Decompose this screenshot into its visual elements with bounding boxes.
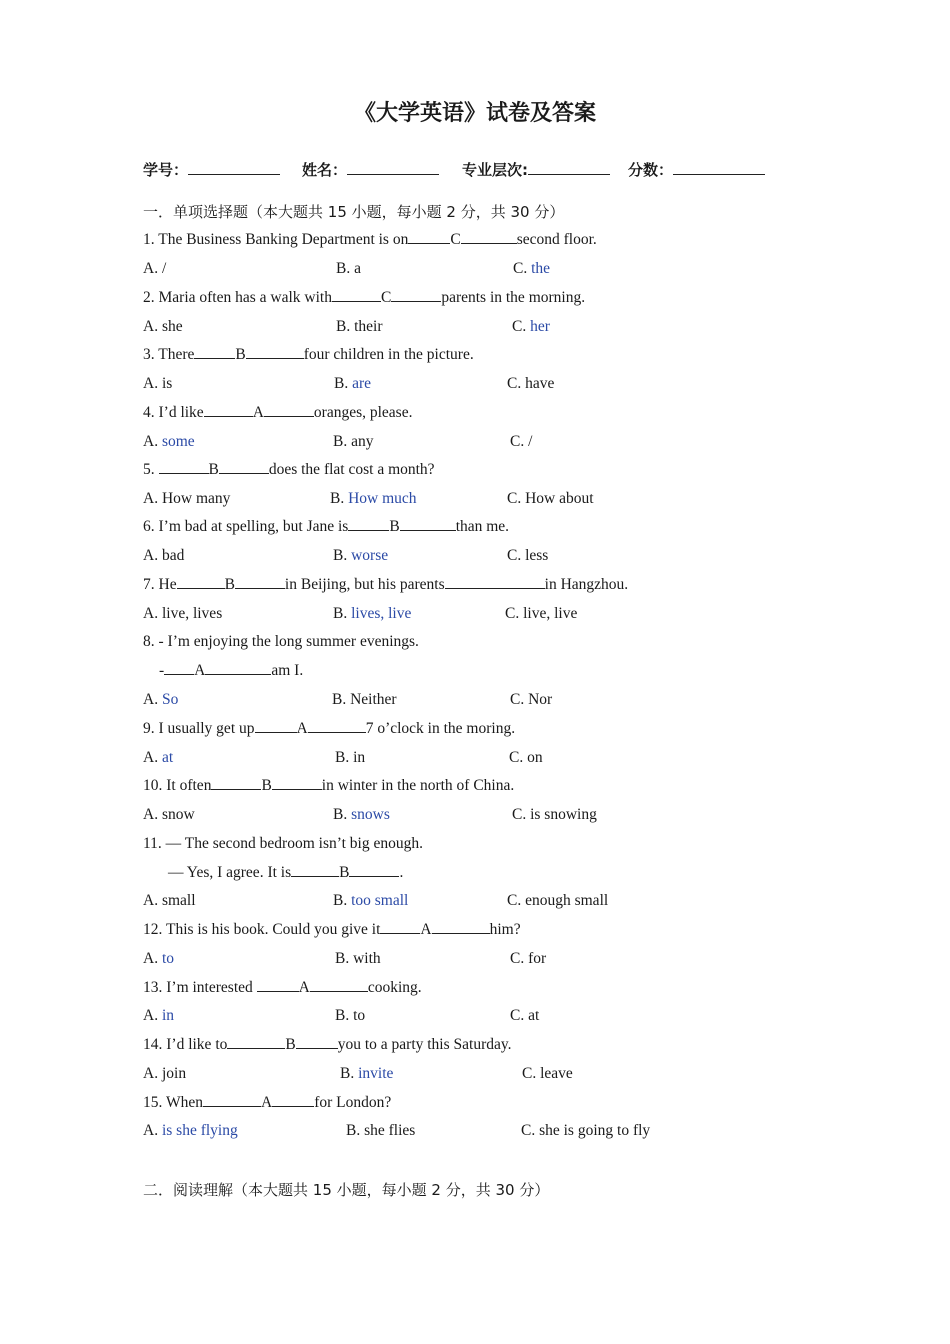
- option-a[interactable]: A. live, lives: [143, 605, 223, 622]
- option-b[interactable]: B. she flies: [346, 1122, 416, 1139]
- major-field: [462, 159, 610, 180]
- option-c[interactable]: C. Nor: [510, 691, 553, 708]
- option-b[interactable]: B. Neither: [332, 691, 397, 708]
- option-a[interactable]: A. is: [143, 375, 173, 392]
- option-a[interactable]: A. /: [143, 260, 167, 277]
- question-11: 11. — The second bedroom isn’t big enough.: [143, 835, 423, 852]
- student-no-field: [143, 159, 280, 180]
- question-7: 7. He B in Beijing, but his parents in Hangzhou.: [143, 576, 629, 593]
- question-3: 3. There B four children in the picture.: [143, 346, 474, 363]
- question-12: 12. This is his book. Could you give it A him?: [143, 921, 521, 938]
- score-field: [628, 159, 765, 180]
- question-4: 4. I’d like A oranges, please.: [143, 404, 413, 421]
- option-a[interactable]: A. small: [143, 892, 196, 909]
- option-b[interactable]: B. with: [335, 950, 381, 967]
- section-heading-1: 一．单项选择题（本大题共 15 小题，每小题 2 分，共 30 分）: [143, 203, 565, 221]
- option-a-correct[interactable]: A. So: [143, 691, 179, 708]
- question-11-reply: — Yes, I agree. It is B .: [168, 864, 404, 881]
- option-c-correct[interactable]: C. the: [513, 260, 551, 277]
- option-a[interactable]: A. How many: [143, 490, 231, 507]
- option-c[interactable]: C. leave: [522, 1065, 573, 1082]
- option-c[interactable]: C. she is going to fly: [521, 1122, 651, 1139]
- option-b-correct[interactable]: B. are: [334, 375, 372, 392]
- option-b[interactable]: B. to: [335, 1007, 366, 1024]
- option-c[interactable]: C. at: [510, 1007, 540, 1024]
- option-c[interactable]: C. less: [507, 547, 549, 564]
- name-field: [302, 159, 439, 180]
- option-a[interactable]: A. snow: [143, 806, 195, 823]
- section-heading-2: 二．阅读理解（本大题共 15 小题，每小题 2 分，共 30 分）: [143, 1181, 550, 1199]
- student-no-blank[interactable]: [188, 159, 280, 175]
- question-13: 13. I’m interested A cooking.: [143, 979, 422, 996]
- option-b-correct[interactable]: B. lives, live: [333, 605, 412, 622]
- question-text: 1. The Business Banking Department is on: [143, 231, 409, 248]
- option-c-correct[interactable]: C. her: [512, 318, 550, 335]
- question-text: second floor.: [516, 231, 597, 248]
- option-b-correct[interactable]: B. snows: [333, 806, 390, 823]
- option-a[interactable]: A. bad: [143, 547, 185, 564]
- option-b-correct[interactable]: B. too small: [333, 892, 409, 909]
- option-a[interactable]: A. she: [143, 318, 183, 335]
- option-a-correct[interactable]: A. at: [143, 749, 174, 766]
- question-10: 10. It often B in winter in the north of China.: [143, 777, 515, 794]
- option-a-correct[interactable]: A. in: [143, 1007, 175, 1024]
- question-6: 6. I’m bad at spelling, but Jane is B than me.: [143, 518, 510, 535]
- option-a-correct[interactable]: A. to: [143, 950, 175, 967]
- score-label: 分数：: [628, 161, 674, 179]
- option-c[interactable]: C. is snowing: [512, 806, 597, 823]
- option-c[interactable]: C. on: [509, 749, 543, 766]
- option-b[interactable]: B. in: [335, 749, 366, 766]
- question-answer-letter: C: [450, 231, 461, 248]
- option-a-correct[interactable]: A. is she flying: [143, 1122, 238, 1139]
- option-a-correct[interactable]: A. some: [143, 433, 195, 450]
- question-1: [143, 230, 597, 250]
- question-2: 2. Maria often has a walk with C parents in the morning.: [143, 289, 586, 306]
- option-b[interactable]: B. their: [336, 318, 383, 335]
- option-c[interactable]: C. enough small: [507, 892, 609, 909]
- option-a[interactable]: A. join: [143, 1065, 187, 1082]
- question-9: 9. I usually get up A 7 o’clock in the moring.: [143, 720, 516, 737]
- option-c[interactable]: C. live, live: [505, 605, 578, 622]
- option-b[interactable]: B. any: [333, 433, 374, 450]
- option-c[interactable]: C. /: [510, 433, 533, 450]
- student-no-label: 学号：: [143, 161, 189, 179]
- option-b[interactable]: B. a: [336, 260, 361, 277]
- name-label: 姓名：: [302, 161, 348, 179]
- question-8-reply: - A am I.: [159, 662, 304, 679]
- question-8: 8. - I’m enjoying the long summer evenings.: [143, 633, 419, 650]
- option-b-correct[interactable]: B. invite: [340, 1065, 394, 1082]
- option-c[interactable]: C. How about: [507, 490, 594, 507]
- option-c[interactable]: C. for: [510, 950, 547, 967]
- option-b-correct[interactable]: B. How much: [330, 490, 417, 507]
- question-15: 15. When A for London?: [143, 1094, 392, 1111]
- question-5: 5. B does the flat cost a month?: [143, 461, 435, 478]
- major-blank[interactable]: [528, 159, 610, 175]
- major-label: 专业层次:: [462, 161, 528, 179]
- option-b-correct[interactable]: B. worse: [333, 547, 389, 564]
- page-title: 《大学英语》试卷及答案: [353, 100, 596, 126]
- name-blank[interactable]: [347, 159, 439, 175]
- question-14: 14. I’d like to B you to a party this Saturday.: [143, 1036, 512, 1053]
- option-c[interactable]: C. have: [507, 375, 555, 392]
- score-blank[interactable]: [673, 159, 765, 175]
